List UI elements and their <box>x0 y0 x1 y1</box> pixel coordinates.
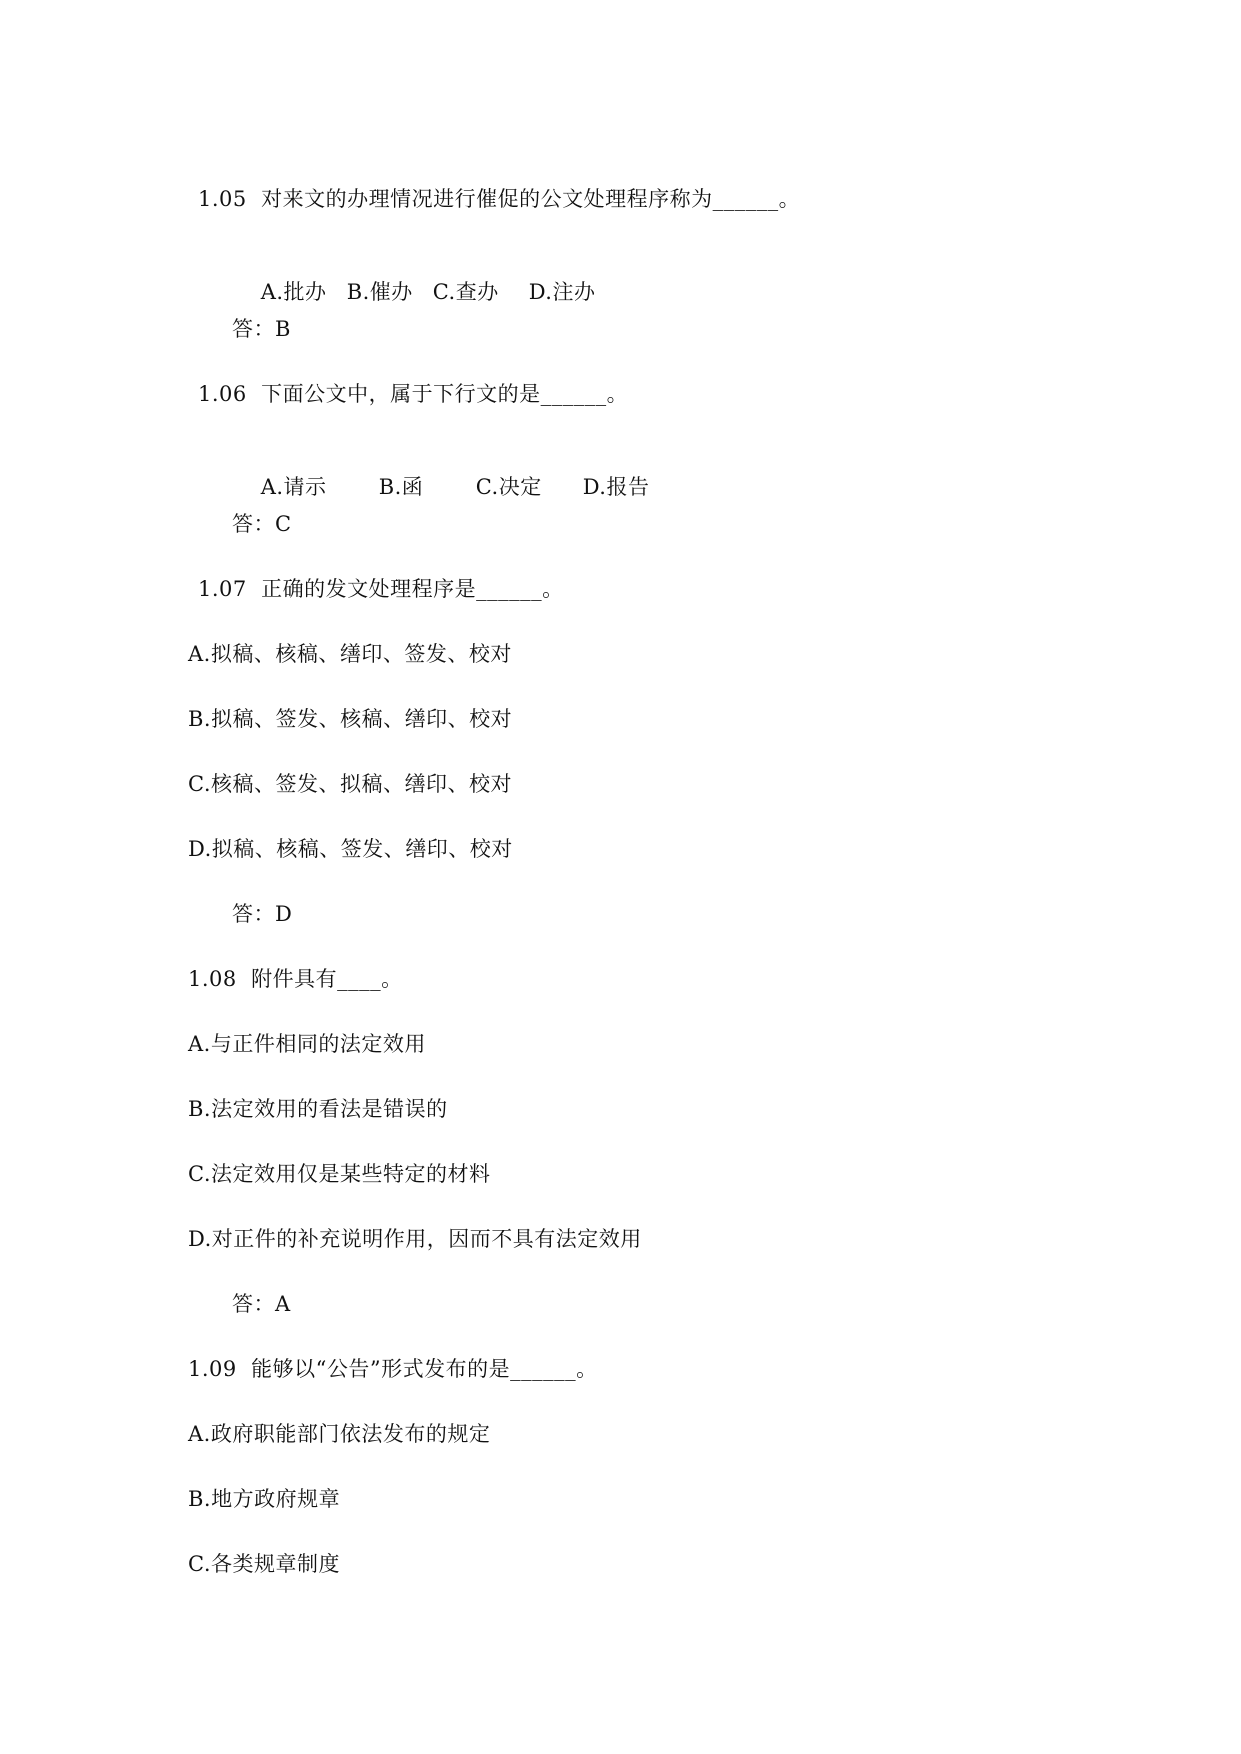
question-1-07-option-a: A.拟稿、核稿、缮印、签发、校对 <box>188 642 512 666</box>
question-1-08-option-c: C.法定效用仅是某些特定的材料 <box>188 1162 491 1186</box>
question-1-07-answer: 答：D <box>232 902 293 926</box>
question-1-07-option-b: B.拟稿、签发、核稿、缮印、校对 <box>188 707 513 731</box>
option-a: A.请示 <box>260 475 327 499</box>
question-1-09-option-b: B.地方政府规章 <box>188 1487 341 1511</box>
option-b: B.催办 <box>346 280 413 304</box>
question-1-09-option-a: A.政府职能部门依法发布的规定 <box>188 1422 491 1446</box>
option-b: B.函 <box>378 475 424 499</box>
question-1-07-option-d: D.拟稿、核稿、签发、缮印、校对 <box>188 837 513 861</box>
option-c: C.查办 <box>432 280 499 304</box>
option-c: C.决定 <box>475 475 542 499</box>
question-1-09-stem: 1.09 能够以“公告”形式发布的是______。 <box>188 1357 598 1381</box>
question-1-06-options <box>232 445 649 529</box>
question-1-07-option-c: C.核稿、签发、拟稿、缮印、校对 <box>188 772 512 796</box>
question-1-09-option-c: C.各类规章制度 <box>188 1552 340 1576</box>
option-d: D.注办 <box>528 280 596 304</box>
question-1-07-stem: 1.07 正确的发文处理程序是______。 <box>198 577 564 601</box>
question-1-06-answer: 答：C <box>232 512 292 536</box>
option-d: D.报告 <box>582 475 650 499</box>
question-1-08-option-a: A.与正件相同的法定效用 <box>188 1032 426 1056</box>
question-1-06-stem: 1.06 下面公文中，属于下行文的是______。 <box>198 382 629 406</box>
question-1-08-stem: 1.08 附件具有____。 <box>188 967 403 991</box>
question-1-08-answer: 答：A <box>232 1292 291 1316</box>
question-1-08-option-d: D.对正件的补充说明作用，因而不具有法定效用 <box>188 1227 642 1251</box>
question-1-05-answer: 答：B <box>232 317 291 341</box>
option-a: A.批办 <box>260 280 327 304</box>
question-1-05-stem: 1.05 对来文的办理情况进行催促的公文处理程序称为______。 <box>198 187 801 211</box>
question-1-08-option-b: B.法定效用的看法是错误的 <box>188 1097 448 1121</box>
